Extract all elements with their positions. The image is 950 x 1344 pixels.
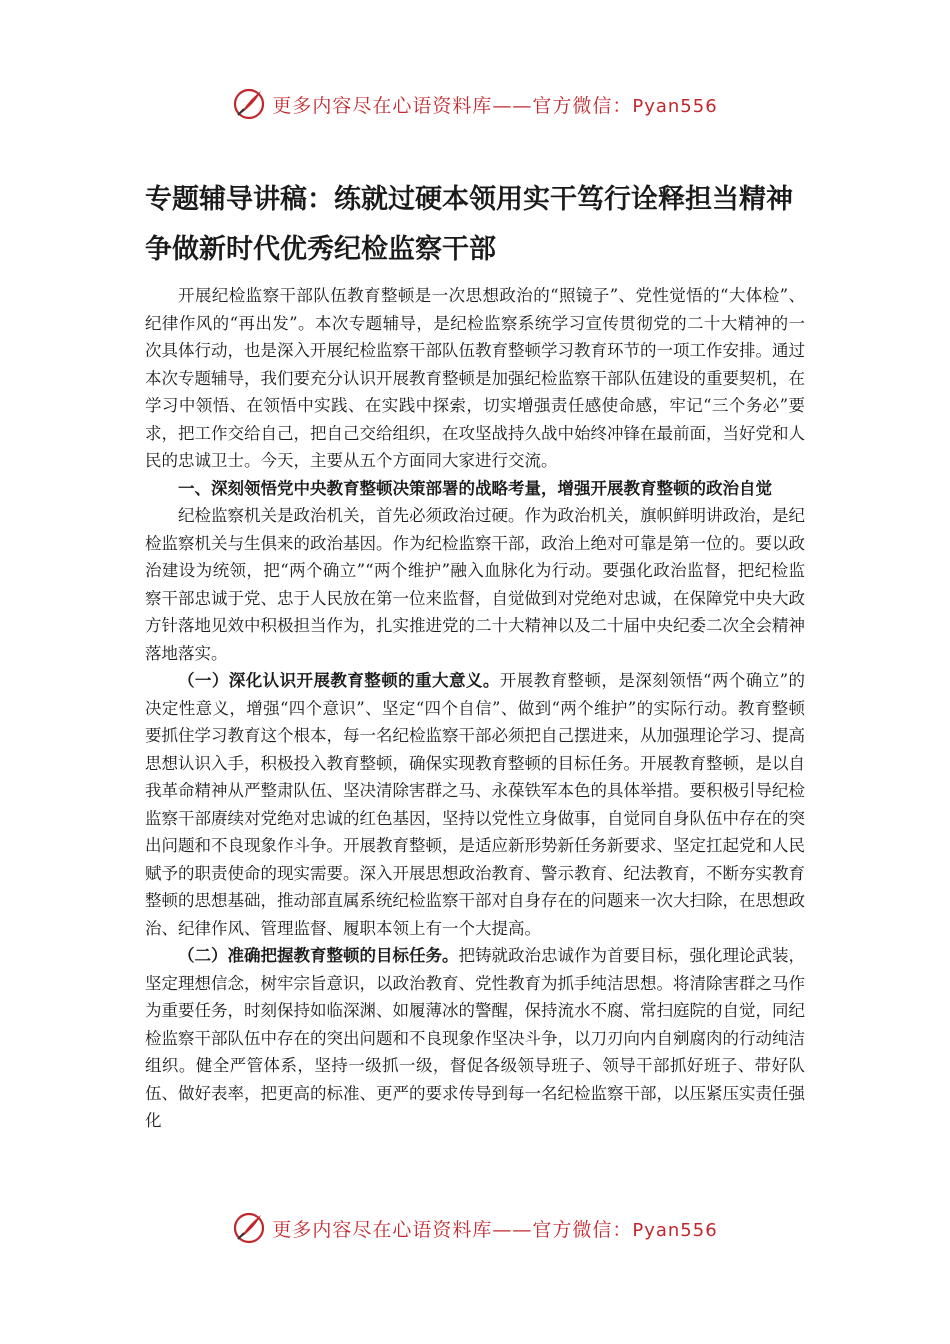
intro-paragraph: 开展纪检监察干部队伍教育整顿是一次思想政治的“照镜子”、党性觉悟的“大体检”、纪律作风的“再出发”。本次专题辅导，是纪检监察系统学习宣传贯彻党的二十大精神的一次具体行动，也是深入开展纪检监察干部队伍教育整顿学习教育环节的一项工作安排。通过本次专题辅导，我们要充分认识开展教育整顿是加强纪检监察干部队伍建设的重要契机，在学习中领悟、在领悟中实践、在实践中探索，切实增强责任感使命感，牢记“三个务必”要求，把工作交给自己，把自己交给组织，在攻坚战持久战中始终冲锋在最前面，当好党和人民的忠诚卫士。今天，主要从五个方面同大家进行交流。 <box>145 286 805 470</box>
paragraph-4: （二）准确把握教育整顿的目标任务。把铸就政治忠诚作为首要目标，强化理论武装，坚定理想信念，树牢宗旨意识，以政治教育、党性教育为抓手纯洁思想。将清除害群之马作为重要任务，时刻保持如临深渊、如履薄冰的警醒，保持流水不腐、常扫庭院的自觉，同纪检监察干部队伍中存在的突出问题和不良现象作坚决斗争，以刀刃向内自剜腐肉的行动纯洁组织。健全严管体系，坚持一级抓一级，督促各级领导班子、领导干部抓好班子、带好队伍、做好表率，把更高的标准、更严的要求传导到每一名纪检监察干部，以压紧压实责任强化 <box>145 946 805 1130</box>
footer-banner <box>0 1208 950 1248</box>
banner-text: 更多内容尽在心语资料库——官方微信：Pyan556 <box>272 1218 718 1241</box>
banner-text: 更多内容尽在心语资料库——官方微信：Pyan556 <box>272 94 718 117</box>
quill-ink-logo-icon <box>232 87 266 121</box>
header-banner <box>0 84 950 124</box>
subheading-2: （二）准确把握教育整顿的目标任务。 <box>178 946 459 965</box>
subheading-1: （一）深化认识开展教育整顿的重大意义。 <box>178 671 500 690</box>
document-body <box>145 282 805 1135</box>
paragraph-2: 纪检监察机关是政治机关，首先必须政治过硬。作为政治机关，旗帜鲜明讲政治，是纪检监察机关与生俱来的政治基因。作为纪检监察干部，政治上绝对可靠是第一位的。要以政治建设为统领，把“两个确立”“两个维护”融入血脉化为行动。要强化政治监督，把纪检监察干部忠诚于党、忠于人民放在第一位来监督，自觉做到对党绝对忠诚，在保障党中央大政方针落地见效中积极担当作为，扎实推进党的二十大精神以及二十届中央纪委二次全会精神落地落实。 <box>145 506 805 663</box>
paragraph-3: （一）深化认识开展教育整顿的重大意义。开展教育整顿，是深刻领悟“两个确立”的决定性意义，增强“四个意识”、坚定“四个自信”、做到“两个维护”的实际行动。教育整顿要抓住学习教育这个根本，每一名纪检监察干部必须把自己摆进来，从加强理论学习、提高思想认识入手，积极投入教育整顿，确保实现教育整顿的目标任务。开展教育整顿，是以自我革命精神从严整肃队伍、坚决清除害群之马、永葆铁军本色的具体举措。要积极引导纪检监察干部赓续对党绝对忠诚的红色基因，坚持以党性立身做事，自觉同自身队伍中存在的突出问题和不良现象作斗争。开展教育整顿，是适应新形势新任务新要求、坚定扛起党和人民赋予的职责使命的现实需要。深入开展思想政治教育、警示教育、纪法教育，不断夯实教育整顿的思想基础，推动部直属系统纪检监察干部对自身存在的问题来一次大扫除，在思想政治、纪律作风、管理监督、履职本领上有一个大提高。 <box>145 671 805 938</box>
wechat-id: Pyan556 <box>632 1219 718 1241</box>
quill-ink-logo-icon <box>232 1211 266 1245</box>
wechat-id: Pyan556 <box>632 95 718 117</box>
section-heading-1: 一、深刻领悟党中央教育整顿决策部署的战略考量，增强开展教育整顿的政治自觉 <box>178 478 772 498</box>
page-title: 专题辅导讲稿：练就过硬本领用实干笃行诠释担当精神 争做新时代优秀纪检监察干部 <box>145 184 793 265</box>
